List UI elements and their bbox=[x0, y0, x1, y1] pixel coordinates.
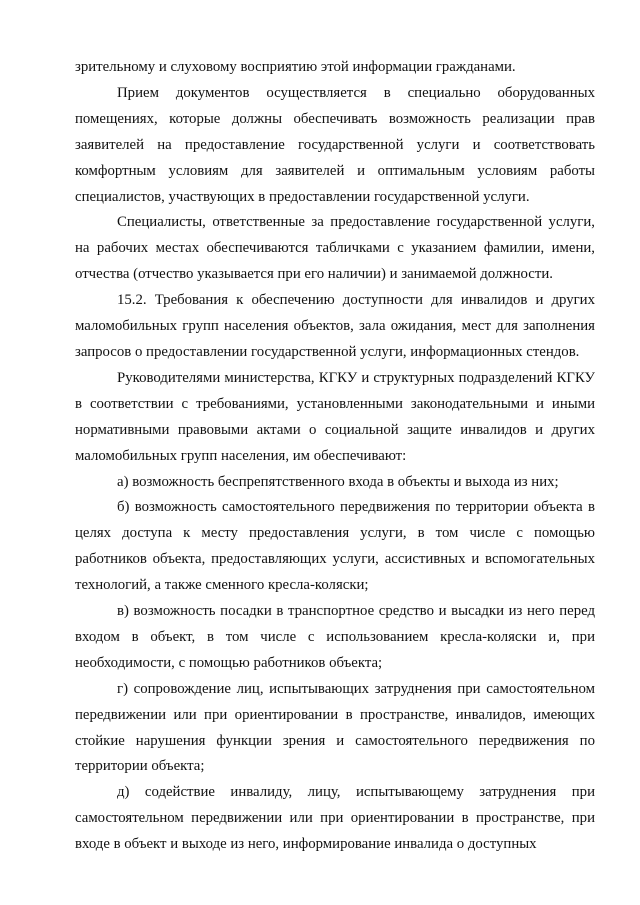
list-item-a: а) возможность беспрепятственного входа в объекты и выхода из них; bbox=[117, 473, 559, 490]
paragraph-continuation: зрительному и слуховому восприятию этой информации гражданами. bbox=[75, 59, 516, 75]
list-item-g: г) сопровождение лиц, испытывающих затруднения при самостоятельном передвижении или при ориентировании в пространстве, инвалидов, имеющих стойкие нарушения функции зрения и самостоятельного передвижения по территории объекта; bbox=[75, 680, 595, 775]
list-item-b: б) возможность самостоятельного передвижения по территории объекта в целях доступа к месту предоставления услуги, в том числе с помощью работников объекта, предоставляющих услуги, ассистивных и вспомогательных технологий, а также сменного кресла-коляски; bbox=[75, 499, 595, 594]
document-page bbox=[75, 55, 595, 858]
paragraph-document-reception: Прием документов осуществляется в специально оборудованных помещениях, которые должны обеспечивать возможность реализации прав заявителей на предоставление государственной услуги и соответствовать комфортным условиям для заявителей и оптимальным условиям работы специалистов, участвующих в предоставлении государственной услуги. bbox=[75, 84, 595, 205]
list-item-v: в) возможность посадки в транспортное средство и высадки из него перед входом в объект, в том числе с использованием кресла-коляски и, при необходимости, с помощью работников объекта; bbox=[75, 603, 595, 671]
list-item-d: д) содействие инвалиду, лицу, испытывающему затруднения при самостоятельном передвижении или при ориентировании в пространстве, при входе в объект и выходе из него, информирование инвалида о доступных bbox=[75, 784, 595, 853]
paragraph-managers: Руководителями министерства, КГКУ и структурных подразделений КГКУ в соответствии с требованиями, установленными законодательными и иными нормативными правовыми актами о социальной защите инвалидов и других маломобильных групп населения, им обеспечивают: bbox=[75, 369, 595, 464]
paragraph-specialists: Специалисты, ответственные за предоставление государственной услуги, на рабочих местах обеспечиваются табличками с указанием фамилии, имени, отчества (отчество указывается при его наличии) и занимаемой должности. bbox=[75, 214, 595, 283]
paragraph-section-15-2: 15.2. Требования к обеспечению доступности для инвалидов и других маломобильных групп населения объектов, зала ожидания, мест для заполнения запросов о предоставлении государственной услуги, информационных стендов. bbox=[75, 292, 595, 360]
